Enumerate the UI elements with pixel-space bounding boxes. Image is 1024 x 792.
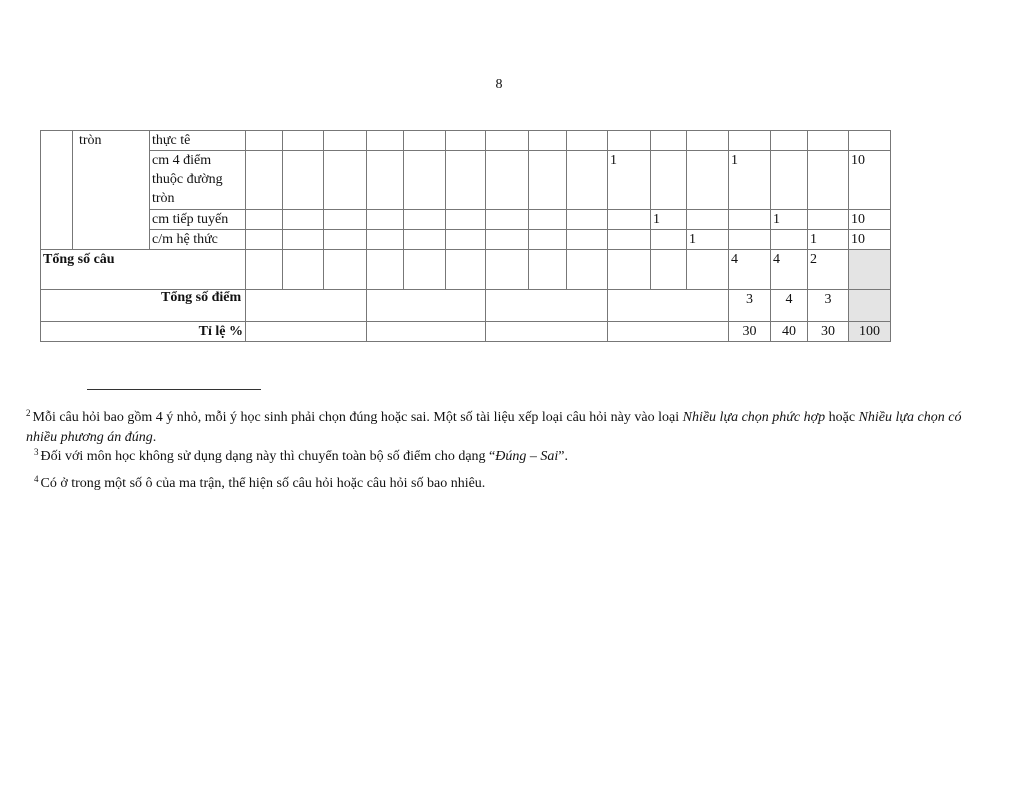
table-cell: [283, 210, 324, 230]
table-cell: [529, 210, 567, 230]
table-cell: [687, 210, 729, 230]
table-cell: [729, 230, 771, 250]
table-cell: [404, 210, 446, 230]
table-cell: [529, 131, 567, 151]
table-cell: 1: [808, 230, 849, 250]
table-cell: 10: [849, 151, 891, 210]
footnote-4: $^4$ Có ở trong một số ô của ma trận, thể hiện số câu hỏi hoặc câu hỏi số bao nhiêu.: [34, 474, 486, 491]
footnote-3: $^3$ Đối với môn học không sử dụng dạng này thì chuyển toàn bộ số điểm cho dạng “Đúng – Sai”.: [34, 447, 568, 464]
table-cell: [651, 230, 687, 250]
table-row: [41, 210, 891, 230]
merged-cell: [608, 290, 729, 322]
table-cell: [486, 230, 529, 250]
table-cell: [367, 230, 404, 250]
table-cell: [246, 230, 283, 250]
table-cell: [446, 230, 486, 250]
table-cell: [324, 151, 367, 210]
table-cell: [567, 250, 608, 290]
table-row-ratio: [41, 322, 891, 342]
table-cell: [651, 131, 687, 151]
table-cell: [808, 151, 849, 210]
merged-cell: [246, 290, 367, 322]
table-cell: [608, 250, 651, 290]
table-row-total-points: [41, 290, 891, 322]
ratio-value: 30: [808, 322, 849, 342]
table-cell: 1: [608, 151, 651, 210]
table-cell: [608, 230, 651, 250]
footnote-2: $^2$ Mỗi câu hỏi bao gồm 4 ý nhỏ, mỗi ý học sinh phải chọn đúng hoặc sai. Một số tài liệu xếp loại câu hỏi này vào loại Nhiều lựa chọn phức hợp hoặc Nhiều lựa chọn có nhiều phương án đúng.: [26, 408, 962, 445]
table-cell: [404, 131, 446, 151]
table-cell: [608, 131, 651, 151]
table-row-total-questions: [41, 250, 891, 290]
table-cell: [283, 131, 324, 151]
group-cell: [41, 131, 73, 250]
ratio-value: 30: [729, 322, 771, 342]
table-cell: [446, 151, 486, 210]
total-points-value: 4: [771, 290, 808, 322]
shaded-cell: [849, 250, 891, 290]
page-number: 8: [495, 77, 503, 92]
total-questions-value: 2: [808, 250, 849, 290]
table-cell: [367, 151, 404, 210]
total-points-value: 3: [729, 290, 771, 322]
table-cell: [729, 210, 771, 230]
table-cell: [446, 131, 486, 151]
table-cell: [808, 210, 849, 230]
row-label: c/m hệ thức: [150, 230, 246, 250]
table-cell: [771, 230, 808, 250]
table-cell: 1: [651, 210, 687, 230]
merged-cell: [246, 322, 367, 342]
table-cell: [687, 131, 729, 151]
total-questions-value: 4: [729, 250, 771, 290]
row-group-label: tròn: [73, 131, 150, 250]
row-label: cm tiếp tuyến: [150, 210, 246, 230]
table-cell: [283, 151, 324, 210]
table-cell: [567, 230, 608, 250]
table-cell: [246, 210, 283, 230]
table-cell: [486, 131, 529, 151]
table-cell: [608, 210, 651, 230]
table-cell: [729, 131, 771, 151]
table-cell: [324, 230, 367, 250]
merged-cell: [486, 322, 608, 342]
ratio-total: 100: [849, 322, 891, 342]
table-cell: [529, 250, 567, 290]
table-cell: [324, 131, 367, 151]
table-cell: [771, 131, 808, 151]
merged-cell: [367, 290, 486, 322]
table-cell: [283, 250, 324, 290]
total-questions-label: Tổng số câu: [41, 250, 246, 290]
total-points-label: Tổng số điểm: [41, 290, 246, 322]
merged-cell: [486, 290, 608, 322]
shaded-cell: [849, 290, 891, 322]
table-cell: 1: [771, 210, 808, 230]
table-cell: [486, 250, 529, 290]
footnote-separator: [87, 389, 261, 390]
table-cell: [324, 210, 367, 230]
table-cell: [404, 230, 446, 250]
table-row: [41, 151, 891, 210]
table-cell: [283, 230, 324, 250]
table-cell: [404, 250, 446, 290]
table-cell: [849, 131, 891, 151]
total-points-value: 3: [808, 290, 849, 322]
table-cell: [567, 131, 608, 151]
table-cell: [246, 131, 283, 151]
table-cell: [446, 250, 486, 290]
row-label: cm 4 điểm thuộc đường tròn: [150, 151, 246, 210]
table-cell: [246, 151, 283, 210]
table-cell: [324, 250, 367, 290]
table-cell: [246, 250, 283, 290]
table-cell: 1: [729, 151, 771, 210]
table-row: [41, 131, 891, 151]
total-questions-value: 4: [771, 250, 808, 290]
table-cell: [367, 131, 404, 151]
table-cell: 10: [849, 210, 891, 230]
table-cell: 1: [687, 230, 729, 250]
table-cell: [687, 250, 729, 290]
table-cell: [486, 210, 529, 230]
table-cell: [651, 151, 687, 210]
table-cell: [404, 151, 446, 210]
table-row: [41, 230, 891, 250]
assessment-matrix-table: [40, 130, 891, 342]
ratio-value: 40: [771, 322, 808, 342]
merged-cell: [608, 322, 729, 342]
table-cell: [808, 131, 849, 151]
ratio-label: Tỉ lệ %: [41, 322, 246, 342]
table-cell: [687, 151, 729, 210]
table-cell: [367, 250, 404, 290]
table-cell: [529, 151, 567, 210]
row-label: thực tê: [150, 131, 246, 151]
table-cell: [567, 151, 608, 210]
table-cell: [367, 210, 404, 230]
table-cell: [771, 151, 808, 210]
table-cell: [529, 230, 567, 250]
table-cell: [486, 151, 529, 210]
table-cell: 10: [849, 230, 891, 250]
table-cell: [651, 250, 687, 290]
table-cell: [446, 210, 486, 230]
merged-cell: [367, 322, 486, 342]
table-cell: [567, 210, 608, 230]
